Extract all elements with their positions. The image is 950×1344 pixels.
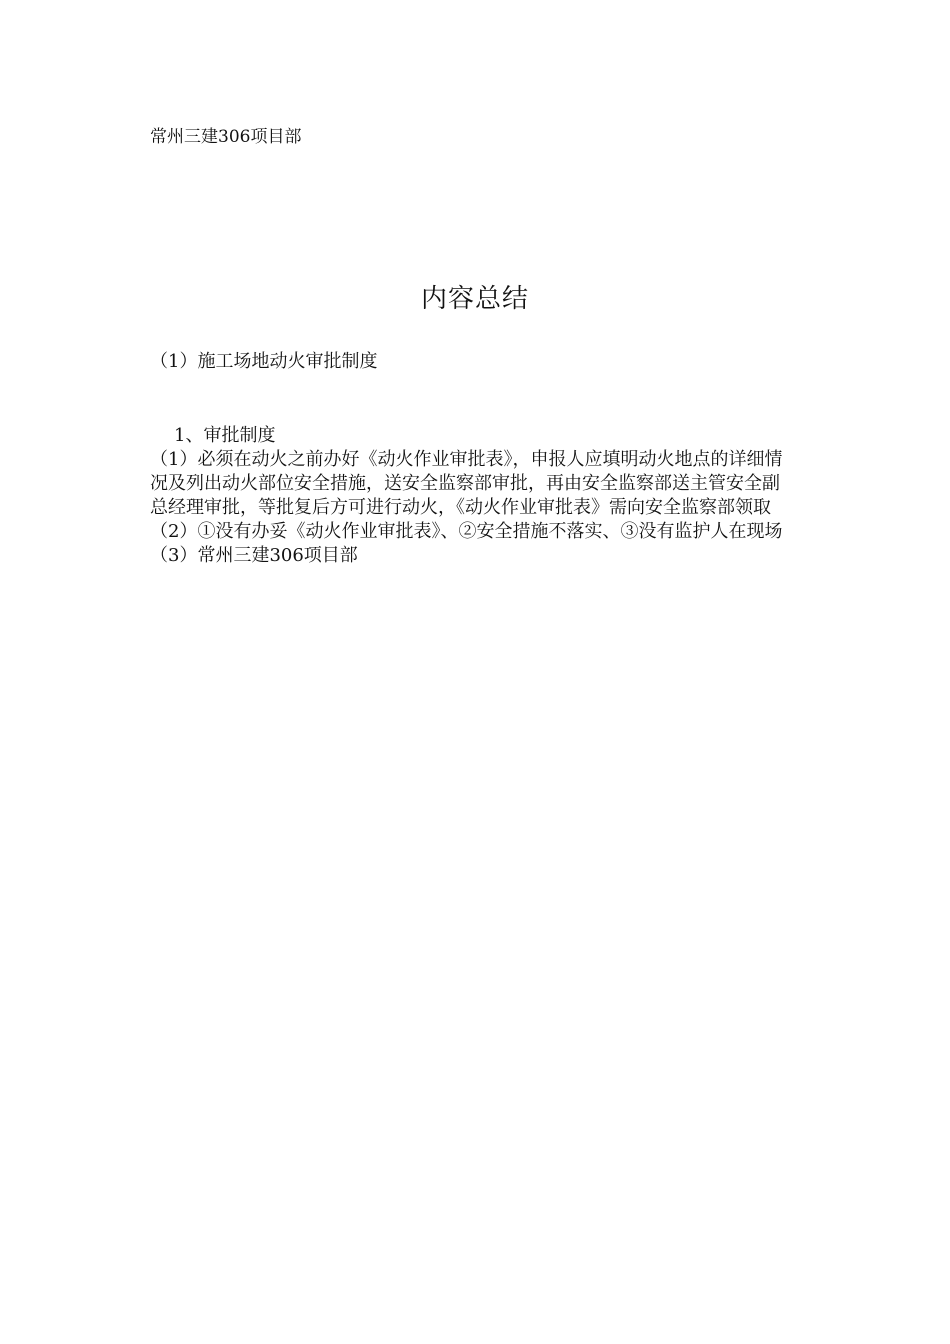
body-paragraph-1: （1）必须在动火之前办好《动火作业审批表》，申报人应填明动火地点的详细情况及列出动火部位安全措施，送安全监察部审批，再由安全监察部送主管安全副总经理审批，等批复后方可进行动火，《动火作业审批表》需向安全监察部领取: [150, 449, 783, 518]
body-paragraph-3: （3）常州三建306项目部: [150, 545, 358, 566]
body-subheading: 1、审批制度: [174, 425, 276, 446]
header-project-name: 常州三建306项目部: [150, 127, 302, 147]
body-paragraph-2: （2）①没有办妥《动火作业审批表》、②安全措施不落实、③没有监护人在现场: [150, 521, 783, 542]
section-heading: （1）施工场地动火审批制度: [150, 351, 378, 372]
body-text-block: [150, 424, 795, 568]
summary-title: 内容总结: [420, 284, 529, 314]
